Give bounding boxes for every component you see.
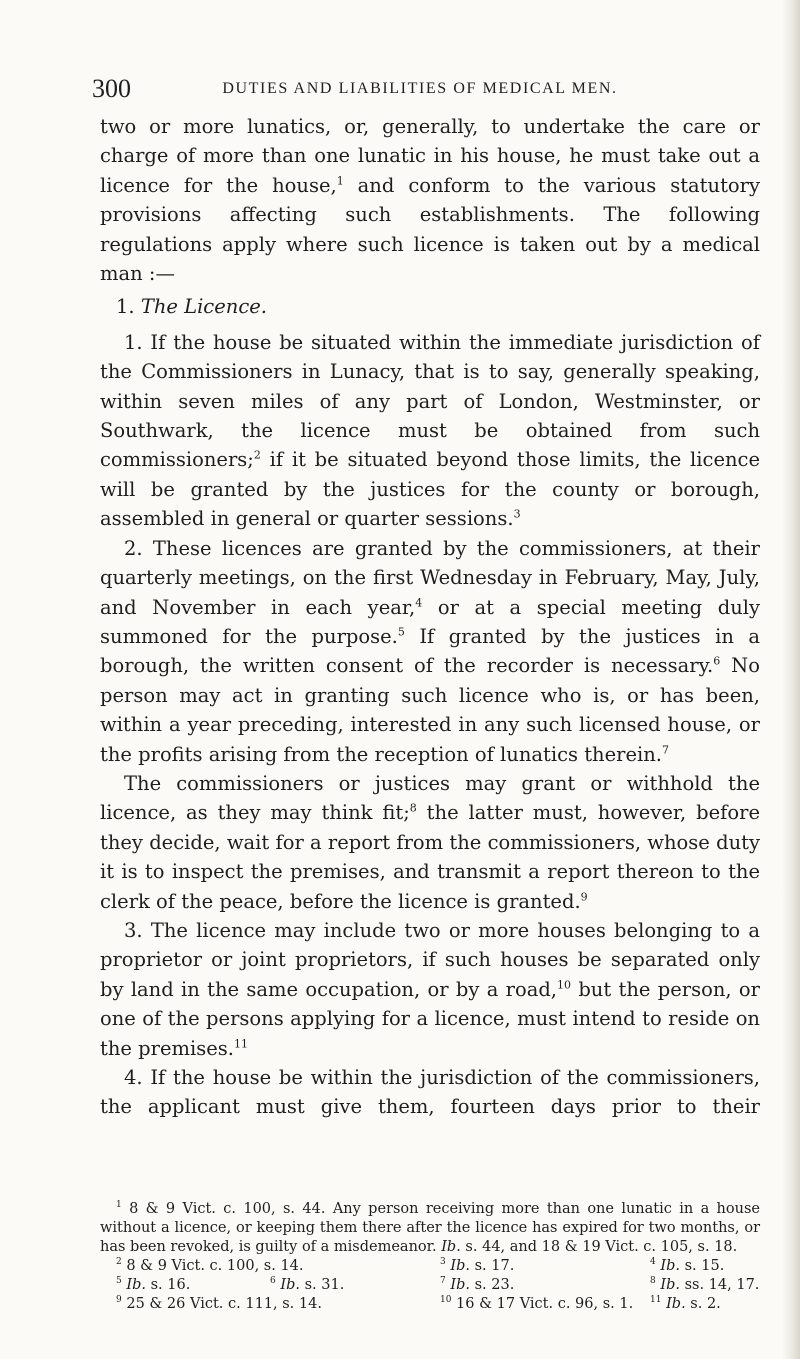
footnotes xyxy=(100,1200,760,1314)
footnote-5: $^5$ Ib. s. 16. xyxy=(116,1276,191,1293)
footnote-4: $^4$ Ib. s. 15. xyxy=(650,1257,725,1274)
footnote-row xyxy=(100,1276,760,1295)
footnote-ref: 6 xyxy=(713,654,721,668)
footnote-3: $^3$ Ib. s. 17. xyxy=(440,1257,515,1274)
paragraph-1: 1. If the house be situated within the immediate jurisdiction of the Commissioners in Lunacy, that is to say, generally speaking, within seven miles of any part of London, Westminster, or Southwark, the licence must be obtained from such commissioners;$^2$ if it be situated beyond those limits, the licence will be granted by the justices for the county or borough, assembled in general or quarter sessions.$^3$ xyxy=(100,330,760,531)
footnote-2: $^2$ 8 & 9 Vict. c. 100, s. 14. xyxy=(116,1257,304,1274)
footnote-7: $^7$ Ib. s. 23. xyxy=(440,1276,515,1293)
footnote-ref: 7 xyxy=(662,743,669,757)
paragraph-5: 4. If the house be within the jurisdiction of the commissioners, the applicant must give them, fourteen days prior to their xyxy=(100,1066,760,1119)
footnote-6: $^6$ Ib. s. 31. xyxy=(270,1276,345,1293)
paragraph-3: The commissioners or justices may grant or withhold the licence, as they may think fit;$^8$ the latter must, however, before they decide, wait for a report from the commissioners, whose duty it is to inspect the premises, and transmit a report thereon to the clerk of the peace, before the licence is granted.$^9$ xyxy=(100,771,760,913)
paragraph-4: 3. The licence may include two or more houses belonging to a proprietor or joint proprietors, if such houses be separated only by land in the same occupation, or by a road,$^{10}$ but the person, or one of the persons applying for a licence, must intend to reside on the premises.$^{11}$ xyxy=(100,918,760,1060)
footnote-ref: 10 xyxy=(557,978,571,992)
body-text xyxy=(100,112,760,1122)
running-head: DUTIES AND LIABILITIES OF MEDICAL MEN. xyxy=(222,80,618,97)
footnote-1: $^1$ 8 & 9 Vict. c. 100, s. 44. Any person receiving more than one lunatic in a house without a licence, or keeping them there after the licence has expired for two months, or has been revoked, is guilty of a misdemeanor. Ib. s. 44, and 18 & 19 Vict. c. 105, s. 18. xyxy=(100,1200,760,1255)
section-title: The Licence. xyxy=(140,295,267,319)
paragraph-2: 2. These licences are granted by the commissioners, at their quarterly meetings, on the first Wednesday in February, May, July, and November in each year,$^4$ or at a special meeting duly summoned for the purpose.$^5$ If granted by the justices in a borough, the written consent of the recorder is necessary.$^6$ No person may act in granting such licence who is, or has been, within a year preceding, interested in any such licensed house, or the profits arising from the reception of lunatics therein.$^7$ xyxy=(100,536,761,766)
section-heading: 1. The Licence. xyxy=(116,295,267,319)
footnote-row xyxy=(100,1257,760,1276)
footnote-ref: 11 xyxy=(233,1037,248,1051)
page-edge-shadow xyxy=(782,0,800,1359)
page-number: 300 xyxy=(92,74,131,103)
footnote-10: $^{10}$ 16 & 17 Vict. c. 96, s. 1. xyxy=(440,1295,634,1312)
page-header xyxy=(92,74,708,106)
intro-paragraph: two or more lunatics, or, generally, to undertake the care or charge of more than one lunatic in his house, he must take out a licence for the house,$^1$ and conform to the various statutory provisions affecting such establishments. The following regulations apply where such licence is taken out by a medical man :— xyxy=(100,115,760,286)
footnote-row xyxy=(100,1295,760,1314)
footnote-ref: 3 xyxy=(513,507,521,521)
footnote-ref: 2 xyxy=(253,448,261,462)
footnote-9: $^9$ 25 & 26 Vict. c. 111, s. 14. xyxy=(116,1295,322,1312)
footnote-ref: 8 xyxy=(409,801,417,815)
footnote-ref: 5 xyxy=(397,625,405,639)
footnote-ref: 9 xyxy=(580,890,588,904)
footnote-11: $^{11}$ Ib. s. 2. xyxy=(650,1295,721,1312)
footnote-ref: 1 xyxy=(336,174,344,188)
footnote-ref: 4 xyxy=(415,596,423,609)
footnote-8: $^8$ Ib. ss. 14, 17. xyxy=(650,1276,760,1293)
